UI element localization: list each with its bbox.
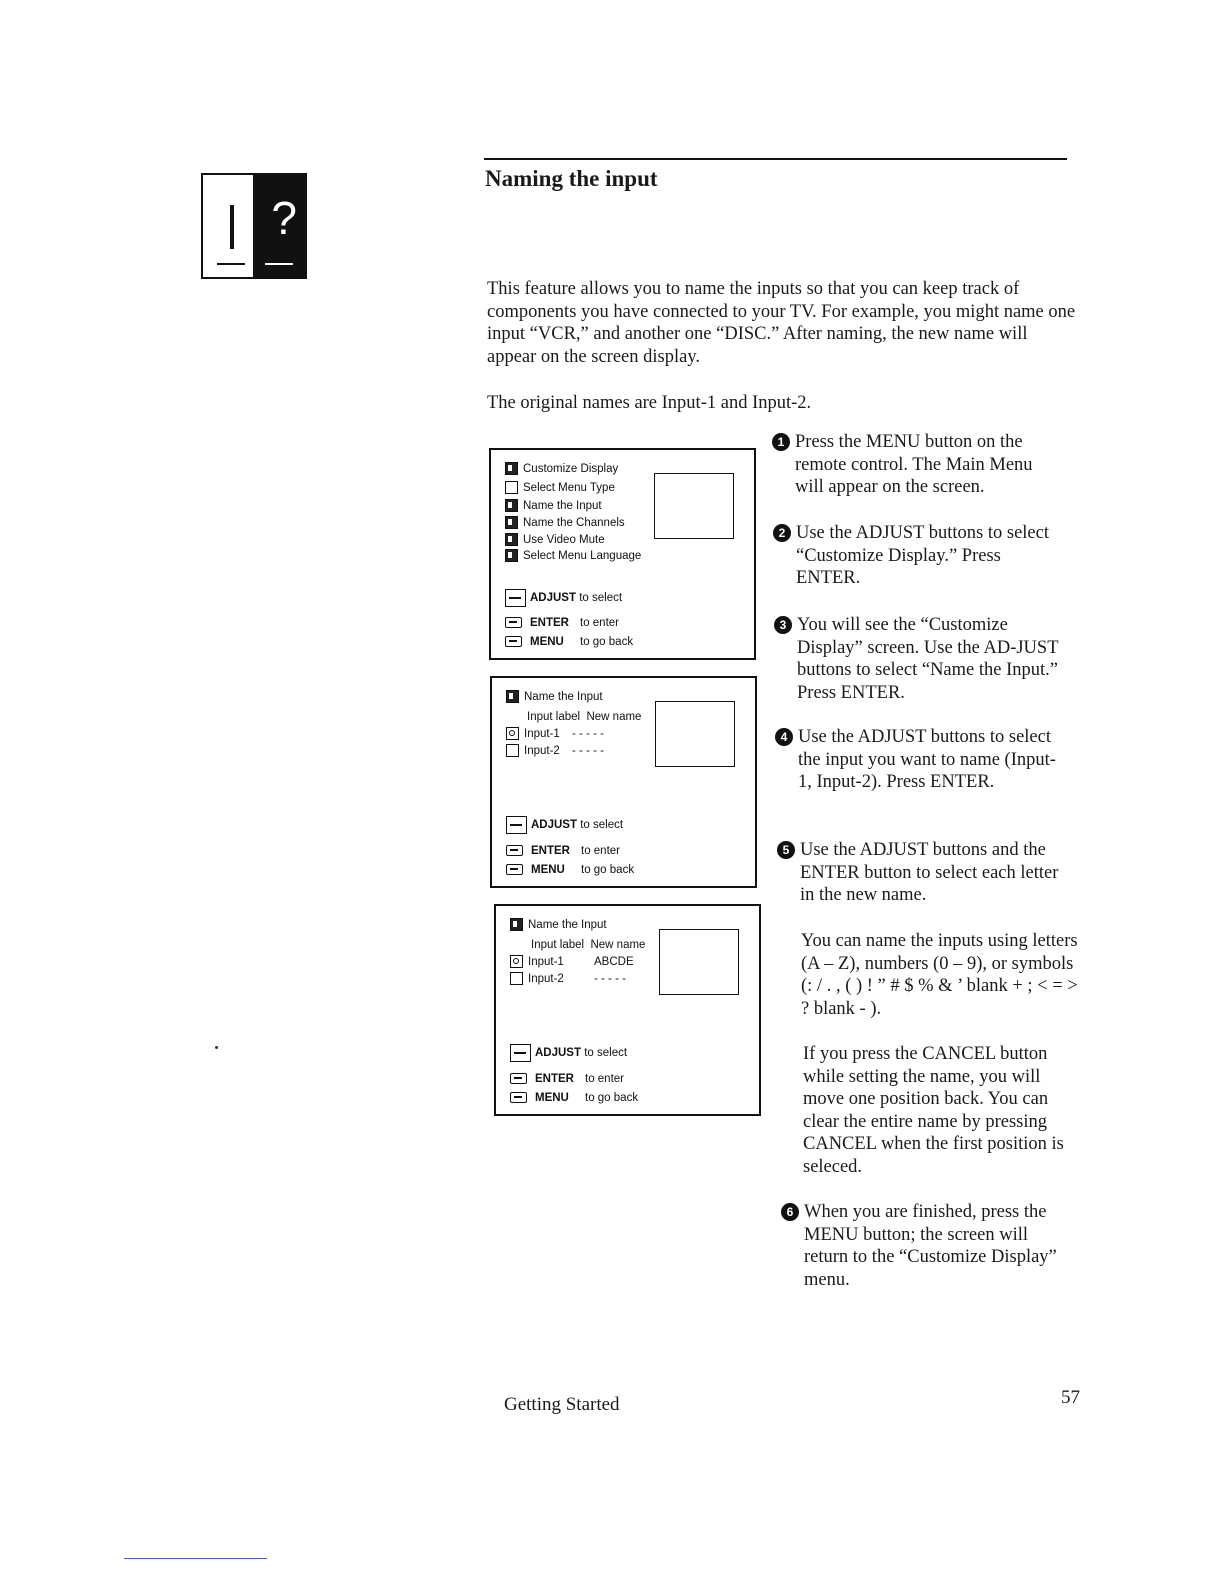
adjust-button-icon [505,589,526,607]
input-icon [510,972,523,985]
picture-preview-box [655,701,735,767]
picture-preview-box [659,929,739,995]
original-names-paragraph: The original names are Input-1 and Input-2. [487,393,812,413]
osd-heading: Name the Input [506,689,603,706]
scan-speck [215,1046,218,1049]
menu-item-select-menu-type: Select Menu Type [505,480,615,497]
step-2: 2 Use the ADJUST buttons to select “Customize Display.” Press ENTER. [773,522,1058,590]
picture-preview-box [654,473,734,539]
adjust-hint: ADJUST to select [506,816,623,833]
title-rule [484,158,1067,160]
input-row-2: Input-2 - - - - - [510,971,626,988]
input-icon [506,727,519,740]
menu-item-use-video-mute: Use Video Mute [505,532,605,549]
name-channels-icon [505,516,518,529]
input-row-2: Input-2 - - - - - [506,743,604,760]
help-info-icon: ? [201,173,307,279]
name-input-icon [506,690,519,703]
menu-hint: MENU to go back [505,634,633,651]
menu-button-icon [510,1092,527,1103]
menu-language-icon [505,549,518,562]
video-mute-icon [505,533,518,546]
enter-hint: ENTER to enter [505,615,619,632]
step-3: 3 You will see the “Customize Display” screen. Use the AD-JUST buttons to select “Name the Input.” Press ENTER. [774,614,1059,704]
column-headers: Input label New name [531,939,646,951]
menu-button-icon [505,636,522,647]
enter-hint: ENTER to enter [510,1071,624,1088]
page-number: 57 [1061,1387,1080,1408]
enter-button-icon [506,845,523,856]
enter-button-icon [505,617,522,628]
input-row-1: Input-1 - - - - - [506,726,604,743]
customize-display-icon [505,462,518,475]
step-4: 4 Use the ADJUST buttons to select the input you want to name (Input-1, Input-2). Press ENTER. [775,726,1060,794]
menu-hint: MENU to go back [510,1090,638,1107]
menu-button-icon [506,864,523,875]
name-input-icon [505,499,518,512]
step-5: 5 Use the ADJUST buttons and the ENTER button to select each letter in the new name. [777,839,1062,907]
adjust-button-icon [506,816,527,834]
menu-item-select-menu-language: Select Menu Language [505,548,641,565]
symbols-note: You can name the inputs using letters (A – Z), numbers (0 – 9), or symbols (: / . , ( ) ! ” # $ % & ’ blank + ; < = > ? blank - ). [801,931,1078,1019]
menu-type-icon [505,481,518,494]
step-1: 1 Press the MENU button on the remote control. The Main Menu will appear on the screen. [772,431,1057,499]
name-input-icon [510,918,523,931]
bottom-rule [124,1558,267,1559]
osd-name-the-input-edited-screen [494,904,761,1116]
enter-button-icon [510,1073,527,1084]
menu-item-name-the-input: Name the Input [505,498,602,515]
input-icon [506,744,519,757]
input-icon [510,955,523,968]
menu-hint: MENU to go back [506,862,634,879]
menu-item-customize-display: Customize Display [505,461,618,478]
column-headers: Input label New name [527,711,642,723]
step-6: 6 When you are finished, press the MENU button; the screen will return to the “Customize Display” menu. [781,1201,1066,1291]
cancel-note: If you press the CANCEL button while setting the name, you will move one position back. You can clear the entire name by pressing CANCEL when the first position is seleced. [803,1044,1064,1177]
osd-heading: Name the Input [510,917,607,934]
enter-hint: ENTER to enter [506,843,620,860]
menu-item-name-the-channels: Name the Channels [505,515,625,532]
adjust-hint: ADJUST to select [505,589,622,606]
intro-paragraph: This feature allows you to name the inputs so that you can keep track of components you have connected to your TV. For example, you might name one input “VCR,” and another one “DISC.” After naming, the new name will appear on the screen display. [487,279,1076,367]
input-row-1: Input-1 ABCDE [510,954,634,971]
footer-section-label: Getting Started [504,1394,620,1415]
osd-customize-display-screen [489,448,756,660]
osd-name-the-input-screen [490,676,757,888]
adjust-hint: ADJUST to select [510,1044,627,1061]
adjust-button-icon [510,1044,531,1062]
page-title: Naming the input [485,166,658,191]
